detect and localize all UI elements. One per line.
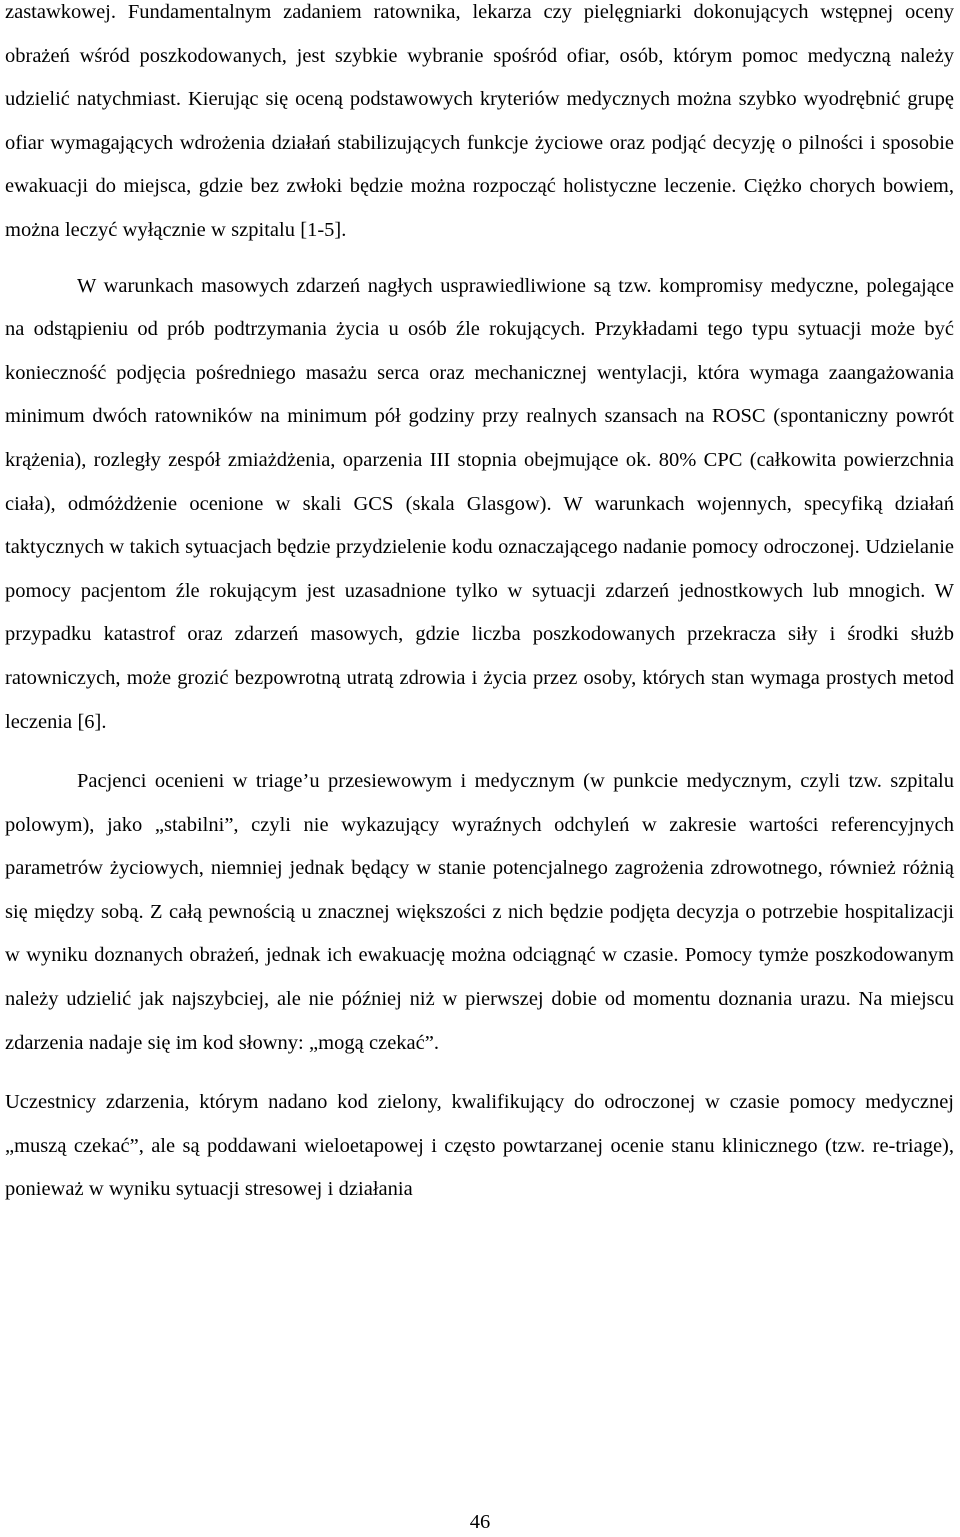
paragraph-3: Pacjenci ocenieni w triage’u przesiewowym i medycznym (w punkcie medycznym, czyli tzw. szpitalu polowym), jako „stabilni”, czyli nie wykazujący wyraźnych odchyleń w zakresie wartości referencyjnych parametrów życiowych, niemniej jednak będący w stanie potencjalnego zagrożenia zdrowotnego, również różnią się między sobą. Z całą pewnością u znacznej większości z nich będzie podjęta decyzja o potrzebie hospitalizacji w wyniku doznanych obrażeń, jednak ich ewakuację można odciągnąć w czasie. Pomocy tymże poszkodowanym należy udzielić jak najszybciej, ale nie później niż w pierwszej dobie od momentu doznania urazu. Na miejscu zdarzenia nadaje się im kod słowny: „mogą czekać”. [5, 770, 954, 1054]
page-number: 46 [469, 1511, 491, 1533]
paragraph-4: Uczestnicy zdarzenia, którym nadano kod zielony, kwalifikujący do odroczonej w czasie pomocy medycznej „muszą czekać”, ale są poddawani wieloetapowej i często powtarzanej ocenie stanu klinicznego (tzw. re-triage), ponieważ w wyniku sytuacji stresowej i działania [5, 1091, 954, 1201]
paragraph-2: W warunkach masowych zdarzeń nagłych usprawiedliwione są tzw. kompromisy medyczne, polegające na odstąpieniu od prób podtrzymania życia u osób źle rokujących. Przykładami tego typu sytuacji może być konieczność podjęcia pośredniego masażu serca oraz mechanicznej wentylacji, która wymaga zaangażowania minimum dwóch ratowników na minimum pół godziny przy realnych szansach na ROSC (spontaniczny powrót krążenia), rozległy zespół zmiażdżenia, oparzenia III stopnia obejmujące ok. 80% CPC (całkowita powierzchnia ciała), odmóżdżenie ocenione w skali GCS (skala Glasgow). W warunkach wojennych, specyfiką działań taktycznych w takich sytuacjach będzie przydzielenie kodu oznaczającego nadanie pomocy odroczonej. Udzielanie pomocy pacjentom źle rokującym jest uzasadnione tylko w sytuacji zdarzeń jednostkowych lub mnogich. W przypadku katastrof oraz zdarzeń masowych, gdzie liczba poszkodowanych przekracza siły i środki służb ratowniczych, może grozić bezpowrotną utratą zdrowia i życia przez osoby, których stan wymaga prostych metod leczenia [6]. [5, 274, 954, 733]
paragraph-1: zastawkowej. Fundamentalnym zadaniem ratownika, lekarza czy pielęgniarki dokonujących wstępnej oceny obrażeń wśród poszkodowanych, jest szybkie wybranie spośród ofiar, osób, którym pomoc medyczną należy udzielić natychmiast. Kierując się oceną podstawowych kryteriów medycznych można szybko wyodrębnić grupę ofiar wymagających wdrożenia działań stabilizujących funkcje życiowe oraz podjąć decyzję o pilności i sposobie ewakuacji do miejsca, gdzie bez zwłoki będzie można rozpocząć holistyczne leczenie. Ciężko chorych bowiem, można leczyć wyłącznie w szpitalu [1-5]. [5, 1, 954, 241]
